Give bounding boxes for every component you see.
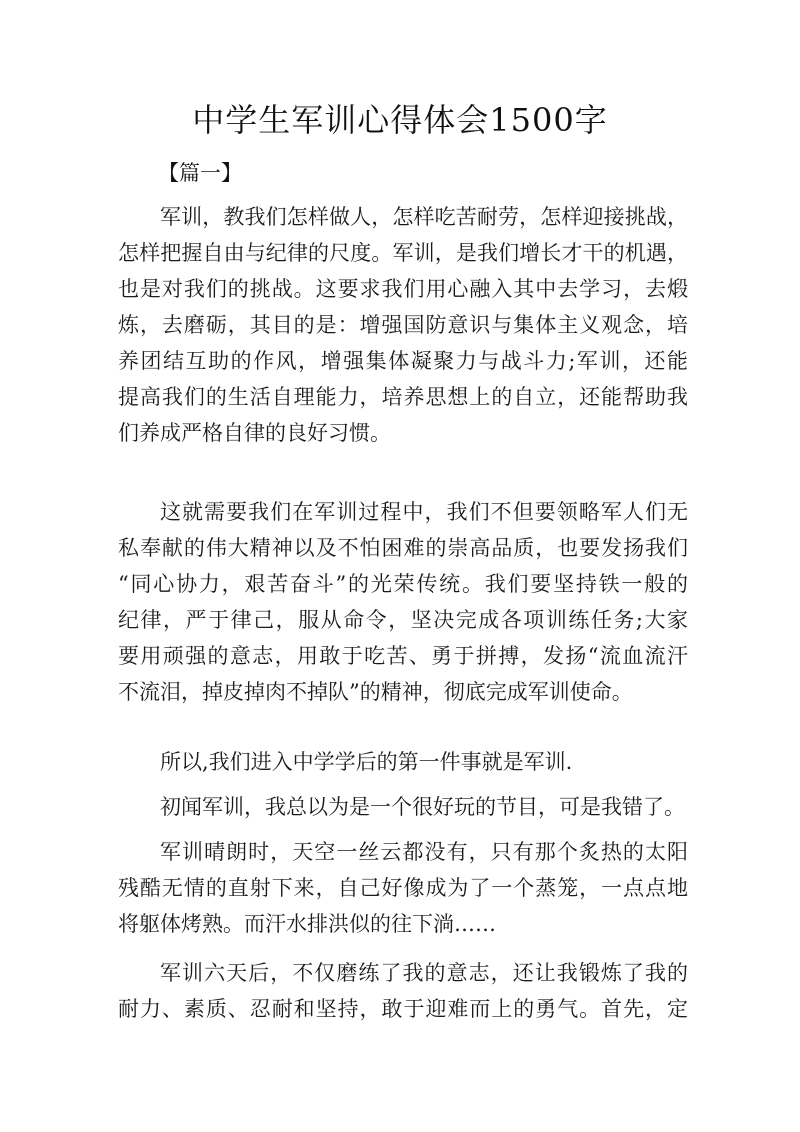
paragraph-4 (118, 789, 688, 825)
paragraph-line: 养团结互助的作风，增强集体凝聚力与战斗力;军训，还能 (118, 349, 688, 373)
paragraph-line: 军训六天后，不仅磨练了我的意志，还让我锻炼了我的 (160, 961, 688, 985)
paragraph-line: 也是对我们的挑战。这要求我们用心融入其中去学习，去煅 (118, 277, 688, 301)
paragraph-1 (118, 199, 688, 451)
paragraph-line: 这就需要我们在军训过程中，我们不但要领略军人们无 (160, 500, 688, 524)
section-heading: 【篇一】 (158, 161, 242, 185)
paragraph-line: 怎样把握自由与纪律的尺度。军训，是我们增长才干的机遇， (118, 241, 688, 265)
paragraph-line: 耐力、素质、忍耐和坚持，敢于迎难而上的勇气。首先，定 (118, 997, 688, 1021)
paragraph-line: 提高我们的生活自理能力，培养思想上的自立，还能帮助我 (118, 385, 688, 409)
paragraph-line: 将躯体烤熟。而汗水排洪似的往下淌…… (118, 912, 496, 936)
paragraph-line: “同心协力，艰苦奋斗”的光荣传统。我们要坚持铁一般的 (118, 572, 688, 596)
paragraph-6 (118, 955, 688, 1027)
paragraph-line: 初闻军训，我总以为是一个很好玩的节目，可是我错了。 (160, 795, 685, 819)
paragraph-line: 不流泪，掉皮掉肉不掉队”的精神，彻底完成军训使命。 (118, 680, 633, 704)
paragraph-line: 们养成严格自律的良好习惯。 (118, 421, 391, 445)
paragraph-line: 纪律，严于律己，服从命令，坚决完成各项训练任务;大家 (118, 608, 688, 632)
paragraph-line: 私奉献的伟大精神以及不怕困难的崇高品质，也要发扬我们 (118, 536, 688, 560)
document-title: 中学生军训心得体会1500字 (192, 101, 608, 139)
paragraph-5 (118, 834, 688, 942)
paragraph-line: 所以,我们进入中学学后的第一件事就是军训. (160, 750, 573, 774)
paragraph-3 (118, 744, 688, 780)
paragraph-line: 军训晴朗时，天空一丝云都没有，只有那个炙热的太阳 (160, 840, 688, 864)
paragraph-line: 残酷无情的直射下来，自己好像成为了一个蒸笼，一点点地 (118, 876, 688, 900)
paragraph-2 (118, 494, 688, 710)
paragraph-line: 炼，去磨砺，其目的是：增强国防意识与集体主义观念，培 (118, 313, 688, 337)
paragraph-line: 军训，教我们怎样做人，怎样吃苦耐劳，怎样迎接挑战， (160, 205, 688, 229)
paragraph-line: 要用顽强的意志，用敢于吃苦、勇于拼搏，发扬“流血流汗 (118, 644, 688, 668)
